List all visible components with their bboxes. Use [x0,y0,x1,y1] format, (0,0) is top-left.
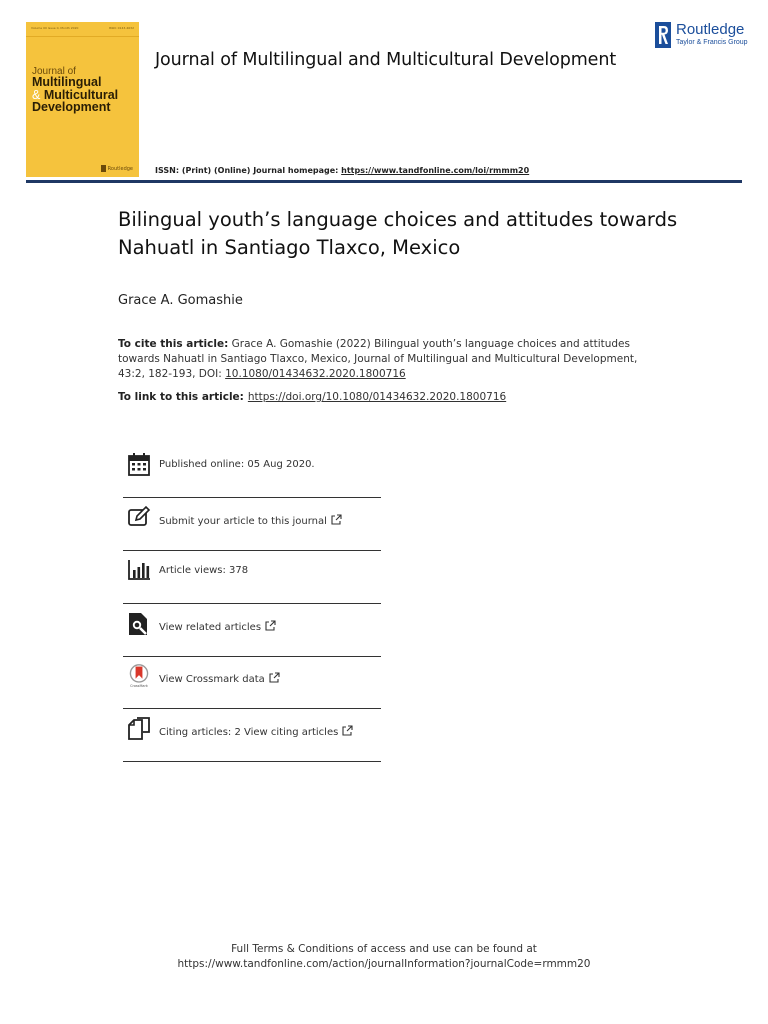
external-link-icon [265,620,276,631]
link-block [118,391,506,403]
citation-label: To cite this article: [118,338,229,350]
publisher-subtitle: Taylor & Francis Group [676,39,748,46]
external-link-icon [269,672,280,683]
cover-title-line2: Multilingual [32,75,102,89]
related-articles-text: View related articles [159,622,262,633]
edit-icon [127,505,151,529]
article-title: Bilingual youth’s language choices and attitudes towards Nahuatl in Santiago Tlaxco, Mexico [118,208,678,259]
article-doi-link[interactable]: https://doi.org/10.1080/01434632.2020.1800716 [247,391,507,403]
crossmark-link[interactable] [159,672,280,685]
cover-publisher [101,165,133,172]
article-views-text: Article views: 378 [159,565,249,576]
cover-publisher-name: Routledge [107,165,133,172]
citing-articles-link[interactable] [159,725,353,738]
related-articles-link[interactable] [159,620,276,633]
divider [123,656,381,657]
article-author: Grace A. Gomashie [118,293,243,308]
published-online-text: Published online: 05 Aug 2020. [159,459,315,470]
divider [123,761,381,762]
calendar-icon [127,452,151,476]
cover-issn-text: ISSN: 0143-4632 [108,26,134,30]
external-link-icon [331,514,342,525]
citing-icon [127,717,151,741]
divider [123,550,381,551]
bar-chart-icon [127,558,151,582]
search-document-icon [127,612,151,636]
cover-title-line4: Development [32,100,111,114]
cover-title-line1: Journal of [32,66,76,77]
submit-article-link[interactable] [159,514,342,527]
publisher-logo[interactable] [655,20,747,50]
divider [123,708,381,709]
issn-line [155,166,529,175]
issn-text: ISSN: (Print) (Online) Journal homepage: [155,166,342,175]
citing-articles-text: Citing articles: 2 View citing articles [159,727,339,738]
footer [0,942,768,972]
svg-text:CrossMark: CrossMark [130,684,148,688]
journal-title: Journal of Multilingual and Multicultural Development [155,50,617,70]
journal-homepage-link[interactable]: https://www.tandfonline.com/loi/rmmm20 [341,166,530,175]
cover-title-line3-text: Multicultural [43,87,119,102]
crossmark-text: View Crossmark data [159,674,265,685]
divider [123,497,381,498]
external-link-icon [342,725,353,736]
cover-publisher-mark [101,165,106,172]
cover-issue-text: Volume 00 Issue 0, Month 2020 [31,26,79,30]
cover-amp: & [32,87,41,102]
link-label: To link to this article: [118,391,244,403]
citation-text: Grace A. Gomashie (2022) Bilingual youth’s language choices and attitudes towards Nahuatl in Santiago Tlaxco, Mexico, Journal of Multilingual and Multicultural Development, 43:2, 182-193, DOI: [118,338,638,380]
citation-block [118,337,658,382]
citation-doi-link[interactable]: 10.1080/01434632.2020.1800716 [225,368,406,380]
footer-terms-link[interactable]: https://www.tandfonline.com/action/journalInformation?journalCode=rmmm20 [177,958,591,970]
journal-cover [26,22,139,177]
submit-article-text: Submit your article to this journal [159,516,327,527]
publisher-name: Routledge [676,21,745,38]
routledge-logo-icon [655,22,671,48]
footer-terms-text: Full Terms & Conditions of access and use can be found at [231,943,537,955]
cover-title [32,76,118,114]
divider [123,603,381,604]
header-divider [26,180,742,183]
crossmark-icon [127,664,151,688]
